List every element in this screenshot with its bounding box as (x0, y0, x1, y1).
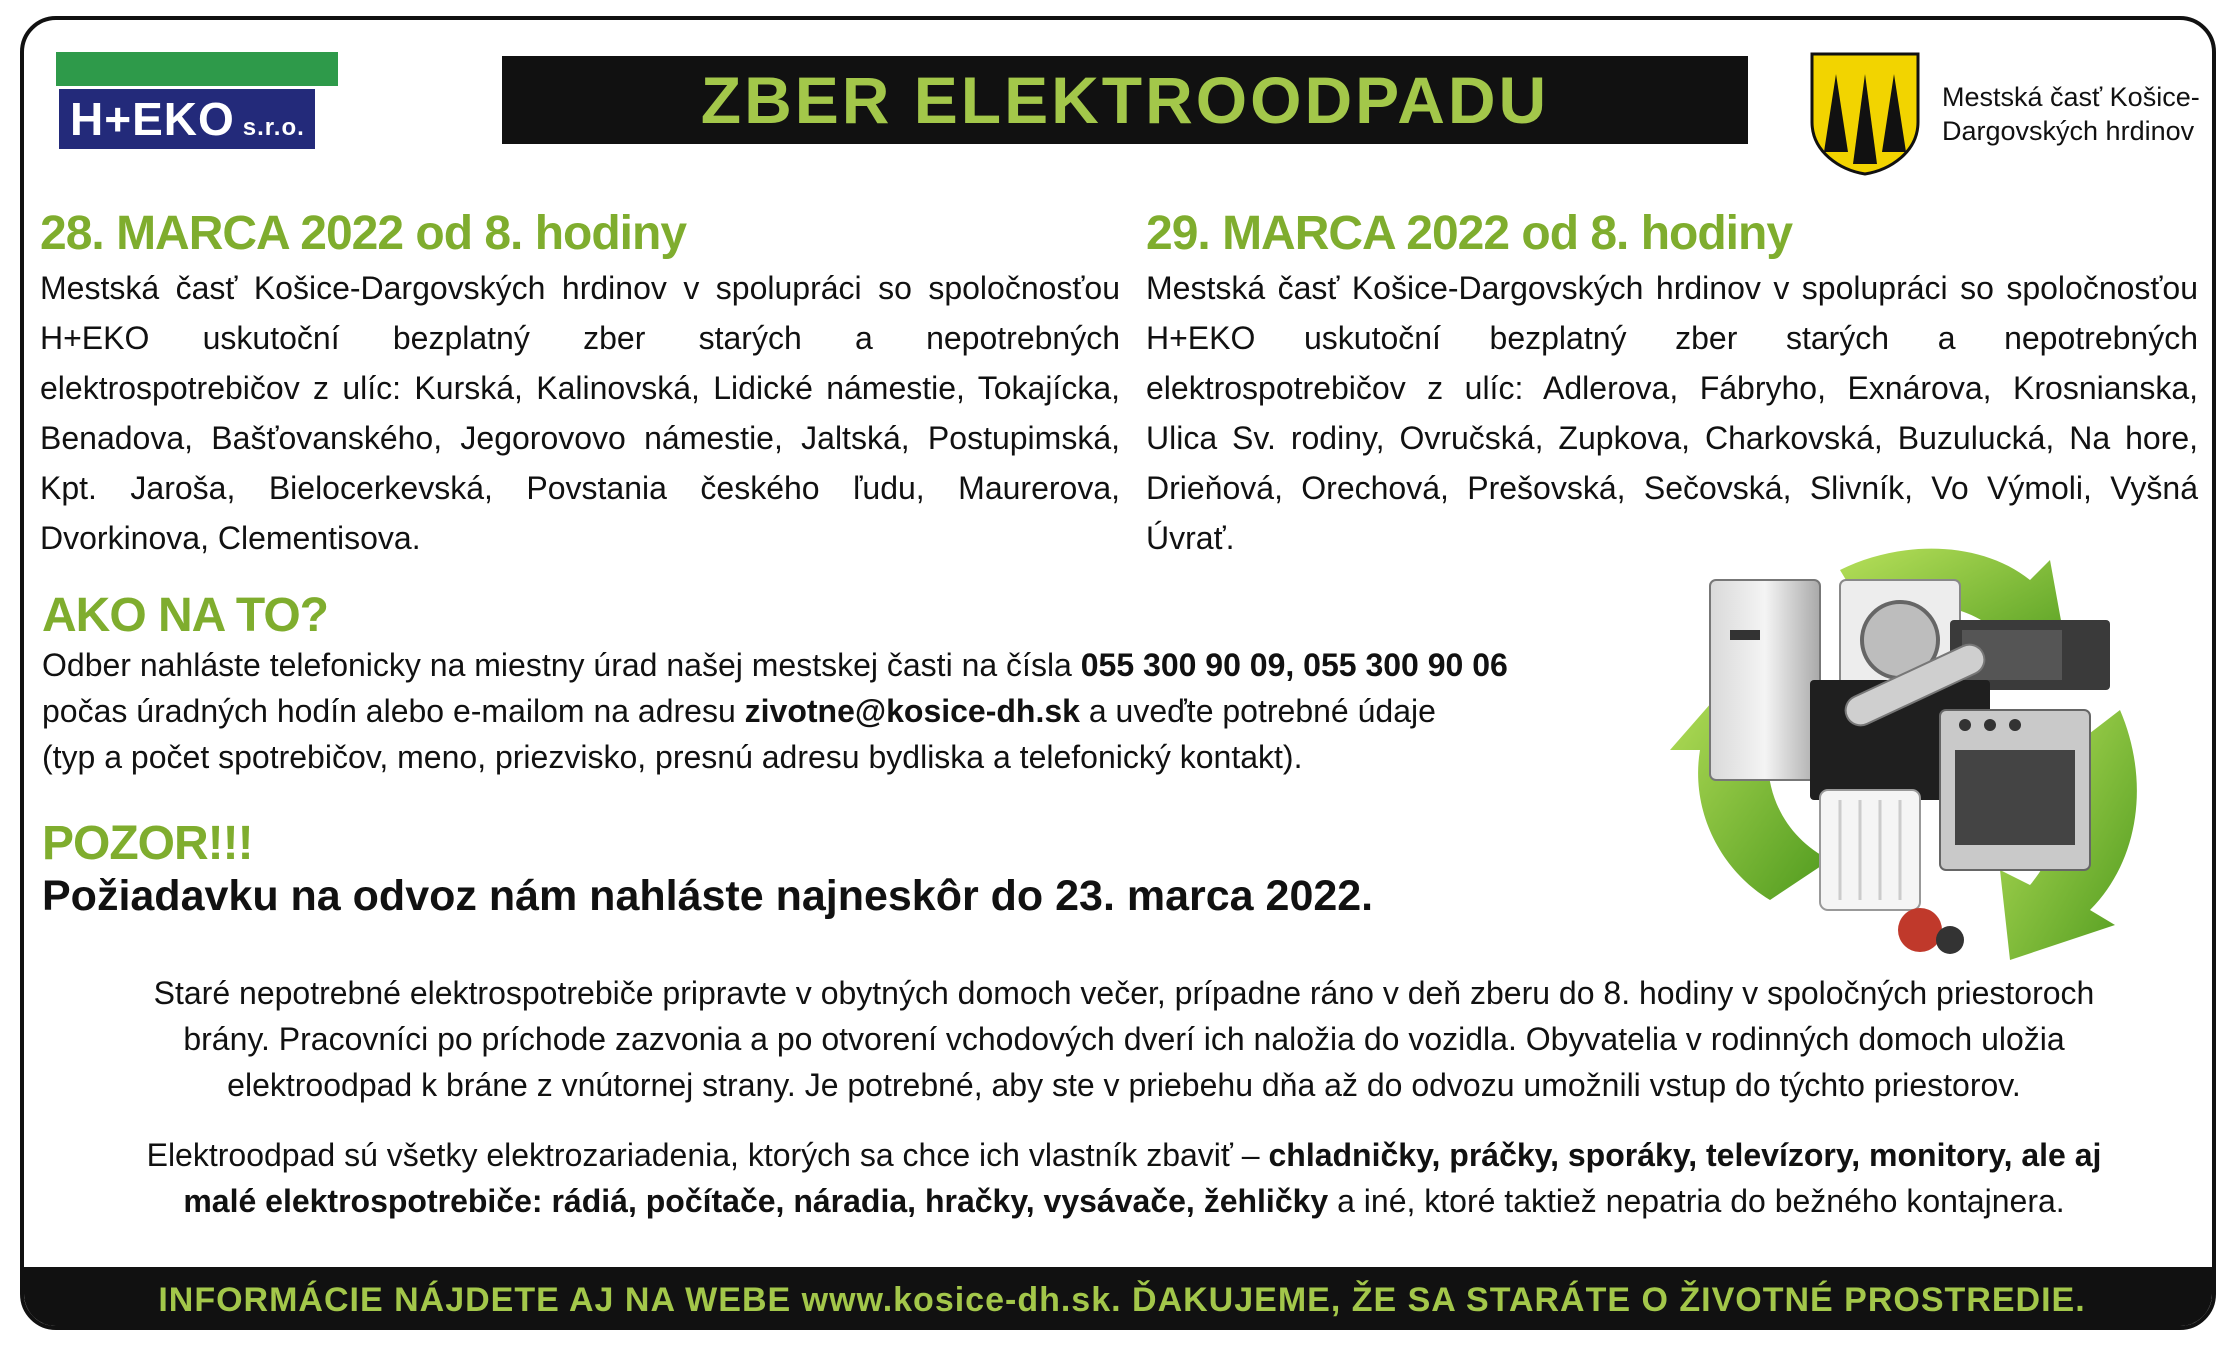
how-text (42, 642, 1508, 780)
date-heading-1: 28. MARCA 2022 od 8. hodiny (40, 207, 687, 260)
title-bar (502, 56, 1748, 144)
municipality-line-1: Mestská časť Košice- (1942, 82, 2200, 112)
instructions-line-2: brány. Pracovníci po príchode zazvonia a po otvorení vchodových dverí ich naložia do vozidla. Obyvatelia v rodinných domoch uložia (183, 1021, 2065, 1057)
instructions-paragraph (54, 970, 2194, 1108)
streets-text-1: Mestská časť Košice-Dargovských hrdinov v spolupráci so spoločnosťou H+EKO uskutoční bezplatný zber starých a nepotrebných elektrospotrebičov z ulíc: Kurská, Kalinovská, Lidické námestie, Tokajícka, Benadova, Bašťovanského, Jegorovovo námestie, Jaltská, Postupimská, Kpt. Jaroša, Bielocerkevská, Povstania českého ľudu, Maurerova, Dvorkinova, Clementisova. (40, 270, 1120, 556)
instructions-line-3: elektroodpad k bráne z vnútornej strany. Je potrebné, aby ste v priebehu dňa až do odvozu umožnili vstup do týchto priestorov. (227, 1067, 2021, 1103)
poster-frame (20, 16, 2216, 1330)
definition-paragraph (54, 1132, 2194, 1224)
municipality-name (1942, 80, 2200, 148)
recycling-appliances-image (1650, 540, 2190, 970)
logo-text: H+EKO s.r.o. (70, 93, 305, 145)
footer-bar (24, 1267, 2216, 1330)
municipal-crest-icon (1810, 52, 1920, 176)
streets-text-2: Mestská časť Košice-Dargovských hrdinov v spolupráci so spoločnosťou H+EKO uskutoční bezplatný zber starých a nepotrebných elektrospotrebičov z ulíc: Adlerova, Fábryho, Exnárova, Krosnianska, Ulica Sv. rodiny, Ovručská, Zupkova, Charkovská, Buzulucká, Na hore, Drieňová, Orechová, Prešovská, Sečovská, Slivník, Vo Výmoli, Vyšná Úvrať. (1146, 270, 2198, 556)
logo-green-band (56, 52, 338, 86)
page-title: ZBER ELEKTROODPADU (700, 63, 1550, 137)
instructions-line-1: Staré nepotrebné elektrospotrebiče pripravte v obytných domoch večer, prípadne ráno v deň zberu do 8. hodiny v spoločných priestoroch (153, 975, 2095, 1011)
email-address: zivotne@kosice-dh.sk (744, 693, 1080, 729)
footer-text: INFORMÁCIE NÁJDETE AJ NA WEBE www.kosice-dh.sk. ĎAKUJEME, ŽE SA STARÁTE O ŽIVOTNÉ PROSTREDIE. (158, 1281, 2086, 1319)
date-heading-2: 29. MARCA 2022 od 8. hodiny (1146, 207, 1793, 260)
how-line-2: počas úradných hodín alebo e-mailom na adresu zivotne@kosice-dh.sk a uveďte potrebné údaje (42, 693, 1436, 729)
collection-day-2 (1146, 206, 2198, 563)
collection-day-1 (40, 206, 1120, 563)
phone-numbers: 055 300 90 09, 055 300 90 06 (1080, 647, 1508, 683)
how-heading: AKO NA TO? (42, 589, 328, 642)
how-line-1: Odber nahláste telefonicky na miestny úrad našej mestskej časti na čísla 055 300 90 09, 055 300 90 06 (42, 647, 1508, 683)
definition-line-1: Elektroodpad sú všetky elektrozariadenia, ktorých sa chce ich vlastník zbaviť – chladničky, práčky, sporáky, televízory, monitory, ale aj (146, 1137, 2102, 1173)
warning-heading: POZOR!!! (42, 817, 253, 870)
heko-logo (56, 52, 338, 152)
how-line-3: (typ a počet spotrebičov, meno, priezvisko, presnú adresu bydliska a telefonický kontakt). (42, 739, 1303, 775)
definition-line-2: malé elektrospotrebiče: rádiá, počítače, náradia, hračky, vysávače, žehličky a iné, ktoré taktiež nepatria do bežného kontajnera. (183, 1183, 2065, 1219)
deadline-text: Požiadavku na odvoz nám nahláste najneskôr do 23. marca 2022. (42, 872, 1374, 920)
municipality-line-2: Dargovských hrdinov (1942, 116, 2195, 146)
